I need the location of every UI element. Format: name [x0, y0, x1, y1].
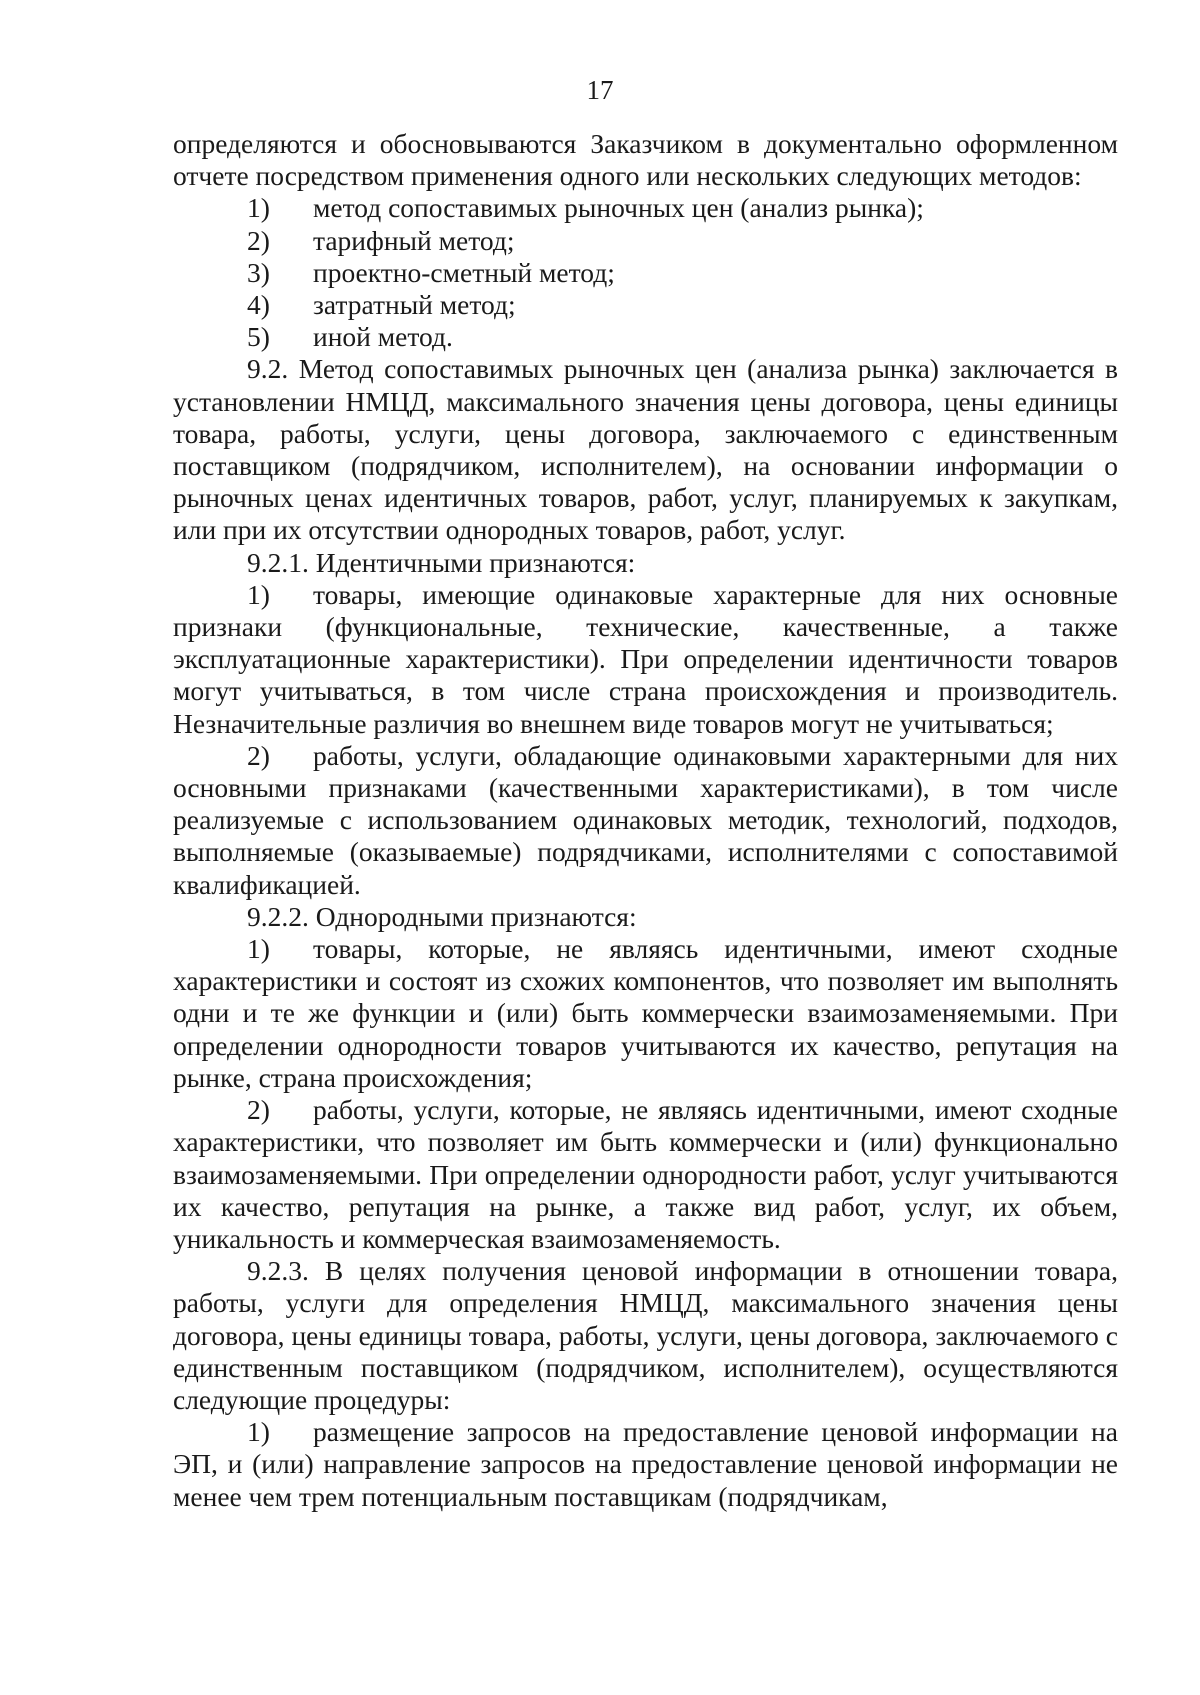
list-item-number: 5)	[247, 321, 270, 353]
list-item-number: 1)	[247, 933, 270, 965]
homogeneous-item-1	[173, 933, 1118, 1094]
document-body	[173, 128, 1118, 1513]
list-item-number: 2)	[247, 224, 270, 256]
methods-list	[173, 192, 1118, 353]
section-9-2-1-heading: 9.2.1. Идентичными признаются:	[247, 546, 636, 578]
page-number: 17	[586, 75, 614, 105]
list-item-text: товары, имеющие одинаковые характерные для них основные признаки (функциональные, технические, качественные, а также эксплуатационные характеристики). При определении идентичности товаров могут учитываться, в том числе страна происхождения и производитель. Незначительные различия во внешнем виде товаров могут не учитываться;	[173, 578, 1118, 739]
intro-paragraph: определяются и обосновываются Заказчиком в документально оформленном отчете посредством применения одного или нескольких следующих методов:	[173, 128, 1118, 192]
list-item-text: товары, которые, не являясь идентичными, имеют сходные характеристики и состоят из схожих компонентов, что позволяет им выполнять одни и те же функции и (или) быть коммерчески взаимозаменяемыми. При определении однородности товаров учитываются их качество, репутация на рынке, страна происхождения;	[173, 933, 1118, 1093]
list-item-text: метод сопоставимых рыночных цен (анализ рынка);	[313, 192, 924, 224]
list-item	[173, 321, 1118, 353]
list-item	[173, 289, 1118, 321]
section-9-2-2-heading: 9.2.2. Однородными признаются:	[247, 900, 637, 932]
list-item-text: работы, услуги, обладающие одинаковыми характерными для них основными признаками (качественными характеристиками), в том числе реализуемые с использованием одинаковых методик, технологий, подходов, выполняемые (оказываемые) подрядчиками, исполнителями с сопоставимой квалификацией.	[173, 739, 1118, 900]
list-item-number: 2)	[247, 739, 270, 771]
list-item-text: тарифный метод;	[313, 224, 515, 256]
list-item-text: проектно-сметный метод;	[313, 256, 615, 288]
identical-item-1	[173, 579, 1118, 740]
list-item-text: работы, услуги, которые, не являясь идентичными, имеют сходные характеристики, что позволяет им быть коммерчески и (или) функционально взаимозаменяемыми. При определении однородности работ, услуг учитываются их качество, репутация на рынке, а также вид работ, услуг, их объем, уникальность и коммерческая взаимозаменяемость.	[173, 1094, 1118, 1254]
list-item-text: иной метод.	[313, 321, 453, 353]
list-item-number: 2)	[247, 1094, 270, 1126]
list-item-number: 1)	[247, 578, 270, 610]
list-item	[173, 192, 1118, 224]
list-item-number: 1)	[247, 1416, 270, 1448]
section-9-2-3-paragraph: 9.2.3. В целях получения ценовой информации в отношении товара, работы, услуги для определения НМЦД, максимального значения цены договора, цены единицы товара, работы, услуги, цены договора, заключаемого с единственным поставщиком (подрядчиком, исполнителем), осуществляются следующие процедуры:	[173, 1255, 1118, 1415]
list-item	[173, 225, 1118, 257]
section-9-2-paragraph: 9.2. Метод сопоставимых рыночных цен (анализа рынка) заключается в установлении НМЦД, максимального значения цены договора, цены единицы товара, работы, услуги, цены договора, заключаемого с единственным поставщиком (подрядчиком, исполнителем), на основании информации о рыночных ценах идентичных товаров, работ, услуг, планируемых к закупкам, или при их отсутствии однородных товаров, работ, услуг.	[173, 353, 1118, 546]
list-item-number: 4)	[247, 289, 270, 321]
identical-item-2	[173, 740, 1118, 901]
homogeneous-item-2	[173, 1094, 1118, 1255]
list-item-text: размещение запросов на предоставление ценовой информации на ЭП, и (или) направление запросов на предоставление ценовой информации не менее чем трем потенциальным поставщикам (подрядчикам,	[173, 1416, 1118, 1512]
procedure-item-1	[173, 1416, 1118, 1513]
list-item	[173, 257, 1118, 289]
list-item-text: затратный метод;	[313, 289, 516, 321]
list-item-number: 1)	[247, 192, 270, 224]
list-item-number: 3)	[247, 256, 270, 288]
